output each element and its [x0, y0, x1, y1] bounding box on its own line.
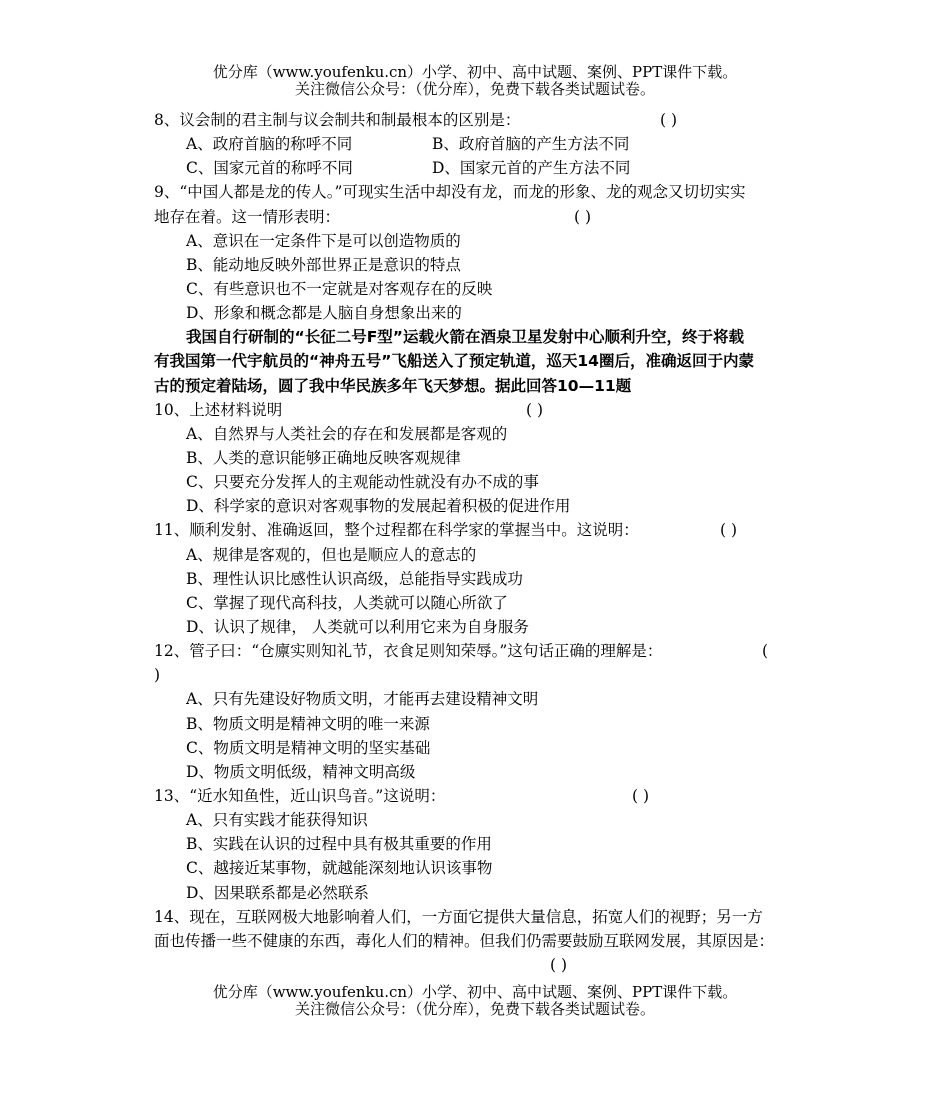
question-10-stem: 10、上述材料说明 ( ) [154, 398, 804, 422]
question-11-option-d: D、认识了规律， 人类就可以利用它来为自身服务 [186, 617, 529, 636]
question-14-stem-line-2: 面也传播一些不健康的东西，毒化人们的精神。但我们仍需要鼓励互联网发展，其原因是： [154, 931, 775, 950]
question-14-stem-line-1: 14、现在，互联网极大地影响着人们，一方面它提供大量信息，拓宽人们的视野；另一方 [154, 907, 763, 926]
question-10-answer-bracket: ( ) [526, 400, 544, 419]
question-11-stem: 11、顺利发射、准确返回，整个过程都在科学家的掌握当中。这说明： ( ) [154, 518, 804, 542]
question-9-option-b: B、能动地反映外部世界正是意识的特点 [186, 255, 461, 274]
question-10-option-b: B、人类的意识能够正确地反映客观规律 [186, 448, 461, 467]
question-11-option-c: C、掌握了现代高科技，人类就可以随心所欲了 [186, 593, 508, 612]
footer-line-2: 关注微信公众号：（优分库），免费下载各类试题试卷。 [294, 1000, 655, 1018]
question-12-stem: 12、管子曰：“仓廪实则知礼节，衣食足则知荣辱。”这句话正确的理解是： ( [154, 639, 804, 663]
question-9-option-d: D、形象和概念都是人脑自身想象出来的 [186, 304, 462, 323]
question-12-option-b: B、物质文明是精神文明的唯一来源 [186, 714, 430, 733]
question-9-option-c: C、有些意识也不一定就是对客观存在的反映 [186, 279, 493, 298]
question-9-answer-bracket: ( ) [574, 207, 592, 226]
question-13-answer-bracket: ( ) [632, 786, 650, 805]
question-8-options-cd [154, 156, 804, 180]
question-13-stem: 13、“近水知鱼性，近山识鸟音。”这说明： ( ) [154, 784, 804, 808]
footer-line-1: 优分库（www.youfenku.cn）小学、初中、高中试题、案例、PPT课件下载。 [212, 983, 738, 1001]
page-footer [0, 984, 950, 1018]
page-header [0, 64, 950, 98]
question-8-options-ab [154, 132, 804, 156]
question-9-stem-line-1: 9、“中国人都是龙的传人。”可现实生活中却没有龙，而龙的形象、龙的观念又切切实实 [154, 183, 746, 202]
passage-line-1: 我国自行研制的“长征二号F型”运载火箭在酒泉卫星发射中心顺利升空，终于将载 [186, 328, 744, 347]
question-8-option-d: D、国家元首的产生方法不同 [432, 159, 631, 178]
question-13-option-c: C、越接近某事物，就越能深刻地认识该事物 [186, 859, 493, 878]
question-12-option-c: C、物质文明是精神文明的坚实基础 [186, 738, 431, 757]
question-14-bracket-line [154, 953, 804, 977]
question-9-stem-line-2: 地存在着。这一情形表明： ( ) [154, 205, 804, 229]
question-10-option-c: C、只要充分发挥人的主观能动性就没有办不成的事 [186, 473, 539, 492]
question-8-option-a: A、政府首脑的称呼不同 [186, 135, 353, 154]
question-12-bracket-close: ) [154, 666, 161, 685]
question-13-option-d: D、因果联系都是必然联系 [186, 883, 369, 902]
question-8-option-b: B、政府首脑的产生方法不同 [432, 135, 630, 154]
question-13-option-b: B、实践在认识的过程中具有极其重要的作用 [186, 835, 492, 854]
question-13-option-a: A、只有实践才能获得知识 [186, 811, 368, 830]
header-line-2: 关注微信公众号：（优分库），免费下载各类试题试卷。 [294, 80, 655, 98]
passage-line-2: 有我国第一代宇航员的“神舟五号”飞船送入了预定轨道，巡天14圈后，准确返回于内蒙 [154, 352, 754, 371]
exam-content [154, 108, 804, 977]
passage-line-3: 古的预定着陆场，圆了我中华民族多年飞天梦想。据此回答10—11题 [154, 376, 632, 395]
question-12-option-a: A、只有先建设好物质文明，才能再去建设精神文明 [186, 690, 539, 709]
header-line-1: 优分库（www.youfenku.cn）小学、初中、高中试题、案例、PPT课件下载。 [212, 63, 738, 81]
question-8-stem: 8、议会制的君主制与议会制共和制最根本的区别是： ( ) [154, 108, 804, 132]
question-11-option-b: B、理性认识比感性认识高级，总能指导实践成功 [186, 569, 523, 588]
question-10-option-a: A、自然界与人类社会的存在和发展都是客观的 [186, 424, 508, 443]
question-14-answer-bracket: ( ) [550, 955, 568, 974]
question-8-answer-bracket: ( ) [660, 111, 678, 129]
question-8-option-c: C、国家元首的称呼不同 [186, 159, 353, 178]
question-12-bracket-open: ( [762, 642, 769, 661]
question-9-option-a: A、意识在一定条件下是可以创造物质的 [186, 231, 461, 250]
question-11-answer-bracket: ( ) [720, 521, 738, 540]
question-12-option-d: D、物质文明低级，精神文明高级 [186, 762, 416, 781]
question-11-option-a: A、规律是客观的，但也是顺应人的意志的 [186, 545, 477, 564]
question-10-option-d: D、科学家的意识对客观事物的发展起着积极的促进作用 [186, 497, 571, 516]
